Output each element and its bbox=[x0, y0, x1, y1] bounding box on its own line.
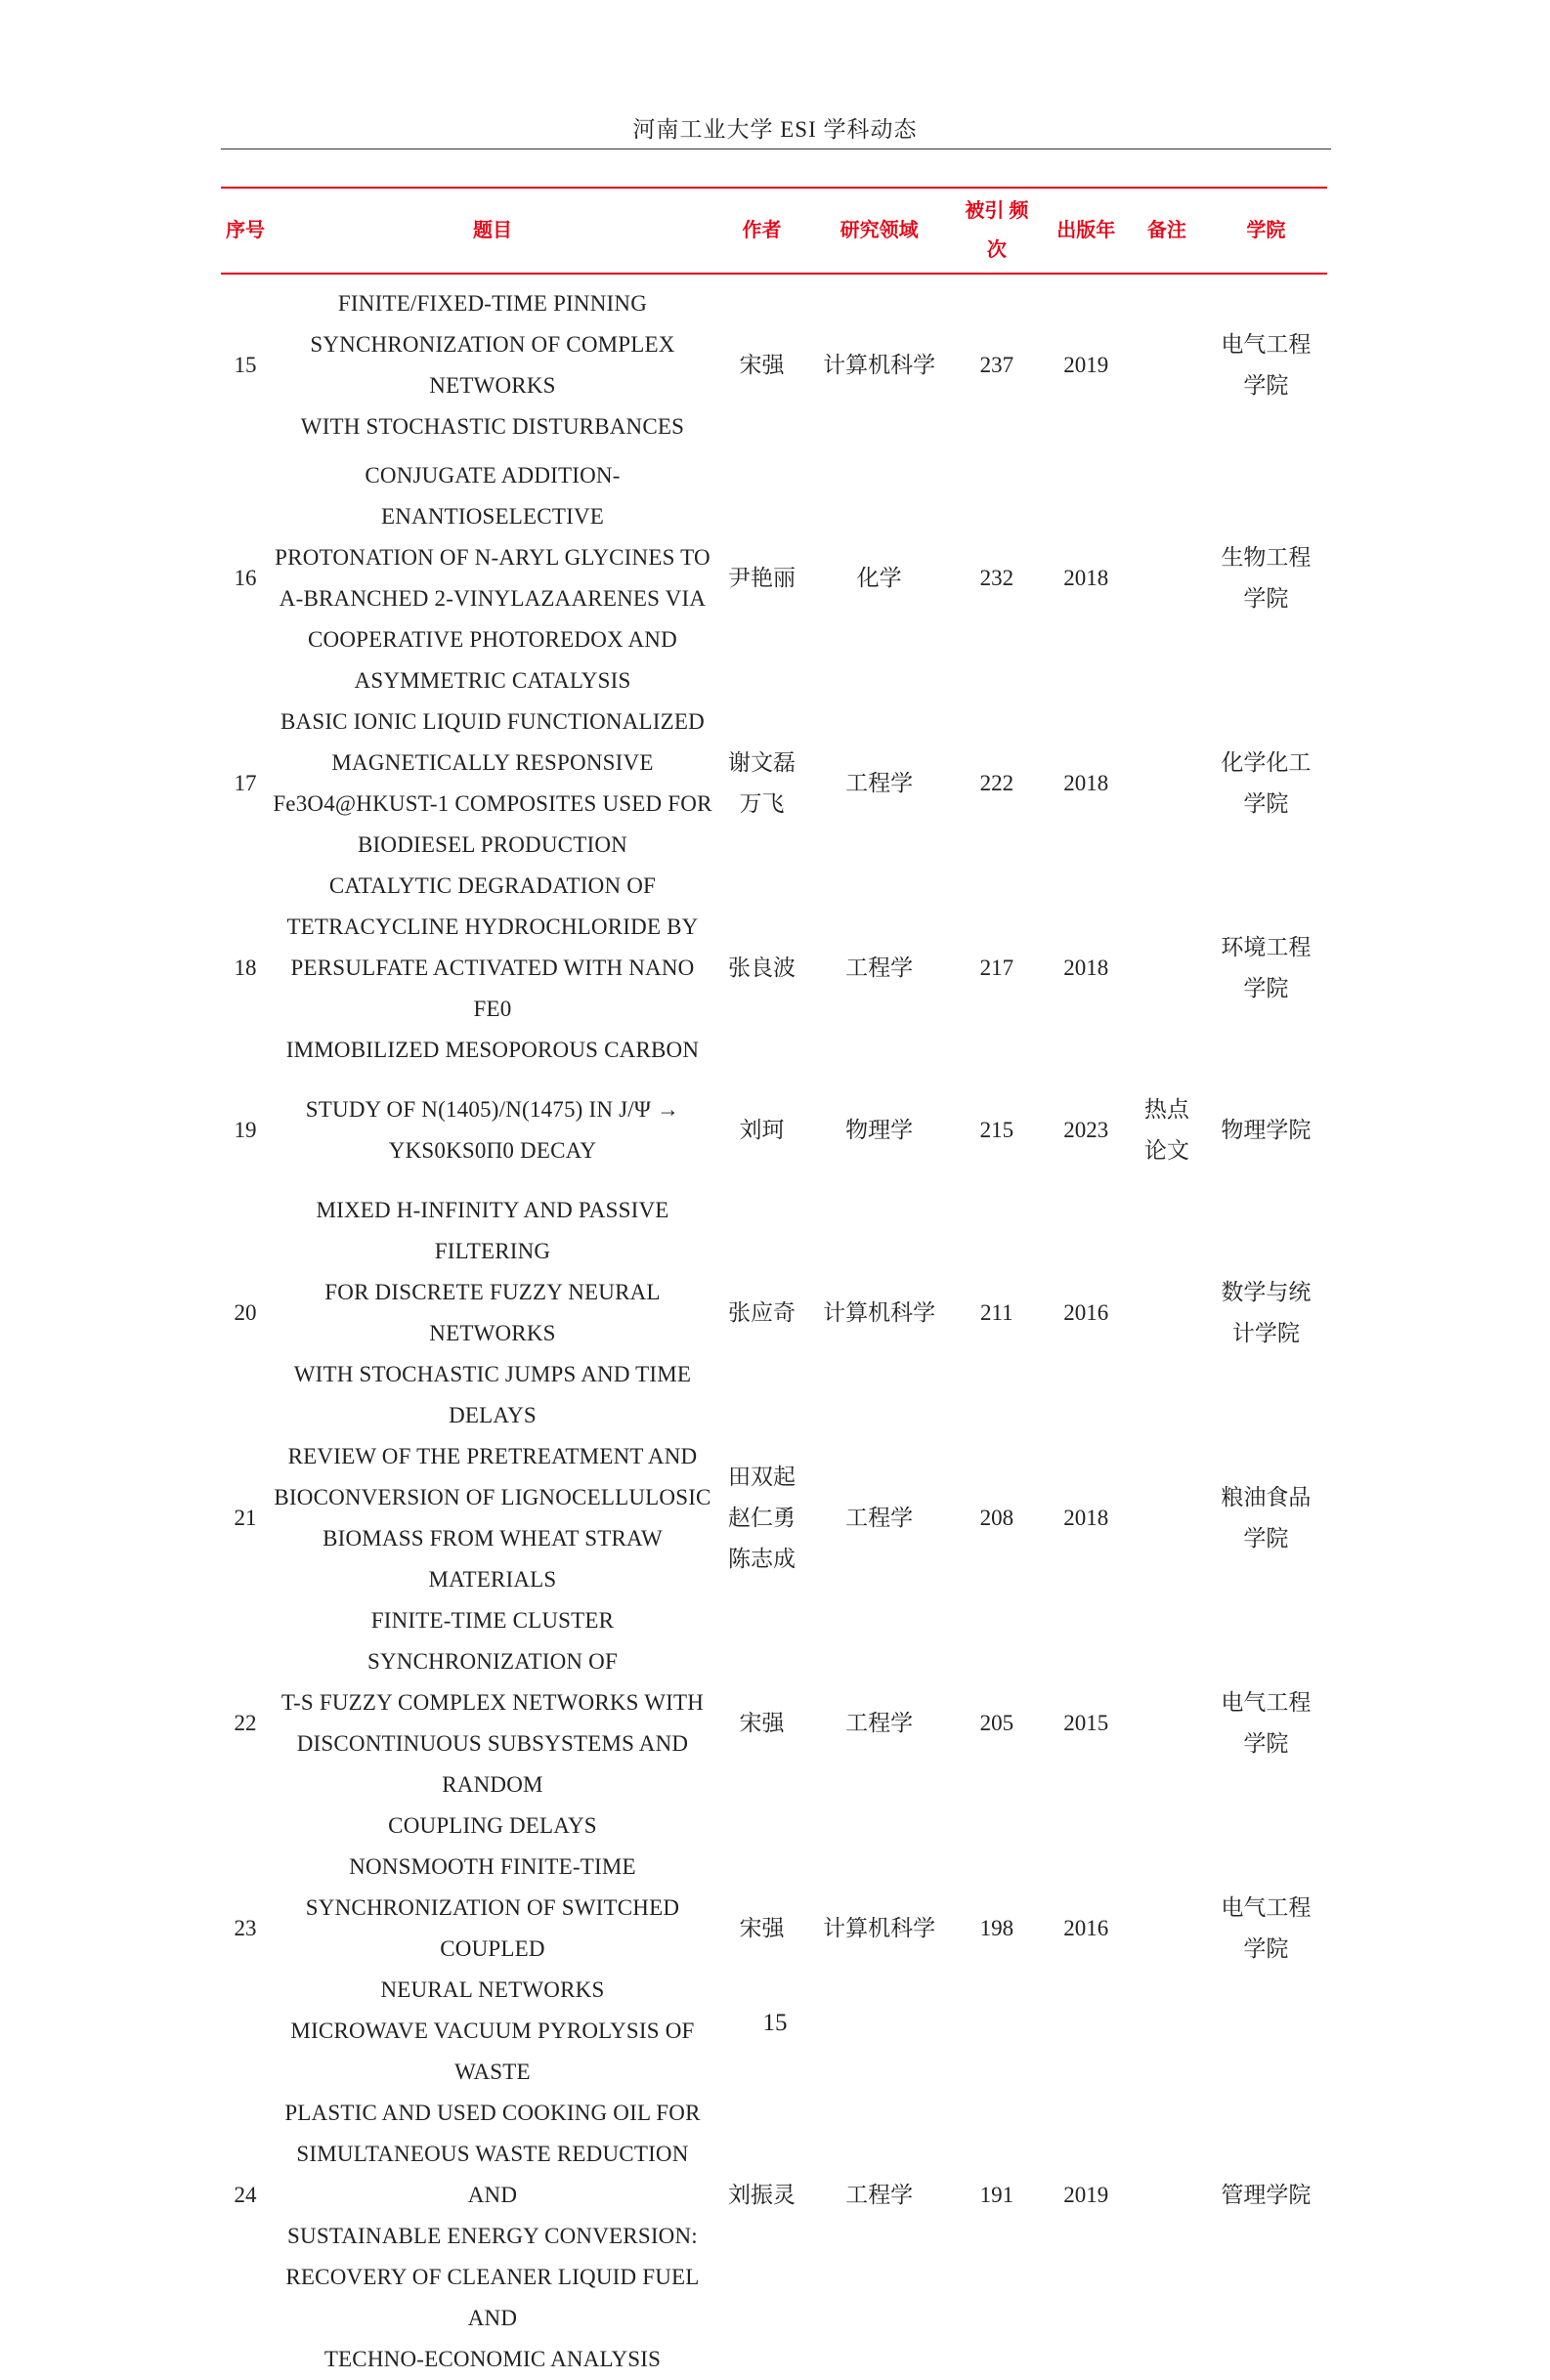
remark bbox=[1129, 1190, 1205, 1436]
author: 宋强 bbox=[739, 1916, 785, 1940]
paper-title: BASIC IONIC LIQUID FUNCTIONALIZED MAGNETICALLY RESPONSIVE Fe3O4@HKUST-1 COMPOSITES USED FOR BIODIESEL PRODUCTION bbox=[273, 709, 712, 857]
college: 化学化工 学院 bbox=[1221, 750, 1312, 816]
publication-year: 2015 bbox=[1063, 1711, 1109, 1735]
table-row bbox=[221, 2011, 1327, 2380]
row-number: 18 bbox=[234, 956, 257, 980]
column-header: 出版年 bbox=[1043, 188, 1129, 274]
remark bbox=[1129, 274, 1205, 455]
publication-year: 2018 bbox=[1063, 771, 1109, 795]
remark bbox=[1129, 1847, 1205, 2011]
table-row bbox=[221, 701, 1327, 866]
table-row bbox=[221, 1436, 1327, 1600]
paper-title: MICROWAVE VACUUM PYROLYSIS OF WASTE PLASTIC AND USED COOKING OIL FOR SIMULTANEOUS WASTE REDUCTION AND SUSTAINABLE ENERGY CONVERSION: RECOVERY OF CLEANER LIQUID FUEL AND TECHNO-ECONOMIC ANALYSIS bbox=[284, 2019, 701, 2371]
row-number: 17 bbox=[234, 771, 257, 795]
table-row bbox=[221, 274, 1327, 455]
remark bbox=[1129, 2011, 1205, 2380]
college: 管理学院 bbox=[1221, 2183, 1312, 2207]
college: 粮油食品 学院 bbox=[1221, 1485, 1312, 1551]
author: 刘振灵 bbox=[727, 2183, 796, 2207]
row-number: 19 bbox=[234, 1118, 257, 1142]
citation-count: 232 bbox=[979, 566, 1014, 590]
paper-title: STUDY OF N(1405)/N(1475) IN J/Ψ → YKS0KS0Π0 DECAY bbox=[305, 1097, 680, 1163]
paper-title: REVIEW OF THE PRETREATMENT AND BIOCONVERSION OF LIGNOCELLULOSIC BIOMASS FROM WHEAT STRAW MATERIALS bbox=[274, 1444, 711, 1592]
row-number: 24 bbox=[234, 2183, 257, 2207]
research-field: 物理学 bbox=[845, 1118, 914, 1142]
research-field: 工程学 bbox=[845, 956, 914, 980]
row-number: 16 bbox=[234, 566, 257, 590]
paper-title: FINITE/FIXED-TIME PINNING SYNCHRONIZATION OF COMPLEX NETWORKS WITH STOCHASTIC DISTURBANCES bbox=[300, 290, 685, 439]
table-row bbox=[221, 1600, 1327, 1847]
citation-count: 237 bbox=[979, 352, 1014, 377]
citation-count: 205 bbox=[979, 1711, 1014, 1735]
remark bbox=[1129, 1600, 1205, 1847]
table-row bbox=[221, 866, 1327, 1071]
column-header: 序号 bbox=[221, 188, 270, 274]
page-number: 15 bbox=[762, 2010, 788, 2036]
citation-count: 222 bbox=[979, 771, 1014, 795]
author: 谢文磊 万飞 bbox=[727, 750, 796, 816]
remark bbox=[1129, 866, 1205, 1071]
column-header: 学院 bbox=[1205, 188, 1327, 274]
remark bbox=[1129, 1436, 1205, 1600]
citation-count: 198 bbox=[979, 1916, 1014, 1940]
college: 物理学院 bbox=[1221, 1118, 1312, 1142]
paper-title: FINITE-TIME CLUSTER SYNCHRONIZATION OF T-S FUZZY COMPLEX NETWORKS WITH DISCONTINUOUS SUBSYSTEMS AND RANDOM COUPLING DELAYS bbox=[280, 1608, 705, 1838]
author: 田双起 赵仁勇 陈志成 bbox=[727, 1465, 796, 1571]
college: 环境工程 学院 bbox=[1221, 935, 1312, 1000]
paper-title: CONJUGATE ADDITION-ENANTIOSELECTIVE PROTONATION OF N-ARYL GLYCINES TO A-BRANCHED 2-VINYLAZAARENES VIA COOPERATIVE PHOTOREDOX AND ASYMMETRIC CATALYSIS bbox=[275, 463, 710, 693]
publication-year: 2019 bbox=[1063, 2183, 1109, 2207]
column-header: 题目 bbox=[270, 188, 715, 274]
research-field: 计算机科学 bbox=[823, 1300, 936, 1325]
papers-table bbox=[221, 187, 1327, 2380]
author: 张良波 bbox=[727, 956, 796, 980]
college: 电气工程 学院 bbox=[1221, 1895, 1312, 1961]
research-field: 工程学 bbox=[845, 771, 914, 795]
column-header: 作者 bbox=[715, 188, 808, 274]
page-header-title: 河南工业大学 ESI 学科动态 bbox=[632, 117, 918, 142]
paper-title: MIXED H-INFINITY AND PASSIVE FILTERING FOR DISCRETE FUZZY NEURAL NETWORKS WITH STOCHASTIC JUMPS AND TIME DELAYS bbox=[293, 1198, 692, 1427]
college: 数学与统 计学院 bbox=[1221, 1280, 1312, 1345]
research-field: 工程学 bbox=[845, 1711, 914, 1735]
citation-count: 215 bbox=[979, 1118, 1014, 1142]
publication-year: 2018 bbox=[1063, 956, 1109, 980]
author: 宋强 bbox=[739, 1711, 785, 1735]
research-field: 化学 bbox=[856, 566, 902, 590]
table-row bbox=[221, 1847, 1327, 2011]
college: 电气工程 学院 bbox=[1221, 331, 1312, 398]
publication-year: 2016 bbox=[1063, 1300, 1109, 1325]
column-header: 备注 bbox=[1129, 188, 1205, 274]
citation-count: 211 bbox=[980, 1300, 1013, 1325]
row-number: 22 bbox=[234, 1711, 257, 1735]
row-number: 20 bbox=[234, 1300, 257, 1325]
publication-year: 2016 bbox=[1063, 1916, 1109, 1940]
publication-year: 2019 bbox=[1063, 352, 1109, 377]
row-number: 21 bbox=[234, 1506, 257, 1530]
author: 刘珂 bbox=[739, 1118, 785, 1142]
remark bbox=[1129, 455, 1205, 701]
paper-title: CATALYTIC DEGRADATION OF TETRACYCLINE HYDROCHLORIDE BY PERSULFATE ACTIVATED WITH NANO FE0 IMMOBILIZED MESOPOROUS CARBON bbox=[285, 873, 700, 1062]
research-field: 计算机科学 bbox=[823, 352, 936, 377]
table-header-row bbox=[221, 188, 1327, 274]
table-row bbox=[221, 1071, 1327, 1190]
author: 尹艳丽 bbox=[727, 566, 796, 590]
citation-count: 208 bbox=[979, 1506, 1014, 1530]
citation-count: 217 bbox=[979, 956, 1014, 980]
remark: 热点 论文 bbox=[1143, 1097, 1189, 1163]
publication-year: 2018 bbox=[1063, 566, 1109, 590]
paper-title: NONSMOOTH FINITE-TIME SYNCHRONIZATION OF SWITCHED COUPLED NEURAL NETWORKS bbox=[305, 1854, 680, 2002]
college: 生物工程 学院 bbox=[1221, 545, 1312, 611]
citation-count: 191 bbox=[979, 2183, 1014, 2207]
college: 电气工程 学院 bbox=[1221, 1690, 1312, 1756]
column-header: 研究领域 bbox=[808, 188, 950, 274]
publication-year: 2018 bbox=[1063, 1506, 1109, 1530]
remark bbox=[1129, 701, 1205, 866]
table-row bbox=[221, 1190, 1327, 1436]
author: 宋强 bbox=[739, 352, 785, 377]
row-number: 15 bbox=[234, 352, 257, 377]
research-field: 工程学 bbox=[845, 2183, 914, 2207]
column-header: 被引 频 次 bbox=[950, 188, 1043, 274]
research-field: 计算机科学 bbox=[823, 1916, 936, 1940]
author: 张应奇 bbox=[727, 1300, 796, 1325]
row-number: 23 bbox=[234, 1916, 257, 1940]
publication-year: 2023 bbox=[1063, 1118, 1109, 1142]
research-field: 工程学 bbox=[845, 1506, 914, 1530]
table-row bbox=[221, 455, 1327, 701]
